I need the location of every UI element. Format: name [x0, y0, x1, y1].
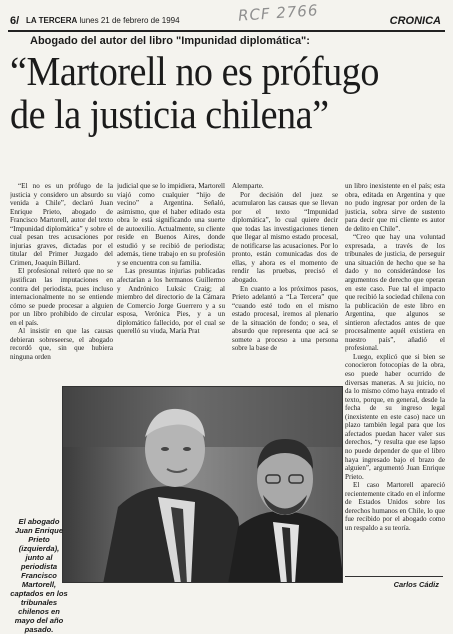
news-photo: [62, 386, 343, 583]
paragraph: “Creo que hay una voluntad expresada, a través de los tribunales de justicia, de perseguir una situación de hecho que se ha dado y no considerándose los argumentos de derecho que operan en este caso. Fue tal el impacto que recibió la sociedad chilena con la publicación de este libro en Argentina, que algunos se sintieron afectados antes de que procesalmente aquél existiera en nuestro país”, añadió el profesional.: [345, 233, 445, 353]
article-column-1: [10, 182, 113, 409]
page-number: 6/: [10, 15, 20, 27]
byline-rule: [345, 576, 443, 577]
paragraph: Alemparte.: [232, 182, 264, 190]
publication-name: LA TERCERA: [26, 16, 78, 25]
paragraph: un libro inexistente en el país; esta obra, editada en Argentina y que no pudo ingresar por orden de la justicia, sobra sirve de sustento para decir que mi cliente es autor de delito en Chile”.: [345, 182, 445, 233]
paragraph: En cuanto a los próximos pasos, Prieto adelantó a “La Tercera” que “cuando esté todo en el mismo estado procesal, iremos al plenario de la situación de fondo; o sea, el absurdo que representa que acá se somete a proceso a una persona sobre la base de: [232, 284, 338, 353]
header-rule: [8, 30, 445, 32]
archive-stamp: RCF 2766: [237, 1, 319, 25]
paragraph: Al insistir en que las causas debieran sobreseerse, el abogado recordó que, sin que hubiera ninguna orden: [10, 327, 113, 361]
paragraph: “El no es un prófugo de la justicia y considero un absurdo su venida a Chile”, declaró Juan Enrique Prieto, abogado de Francisco Martorell, autor del texto “Impunidad diplomática” y sobre el cual pesan tres acusaciones por injurias graves, dictadas por el titular del Primer Juzgado del Crimen, Joaquín Billard.: [10, 182, 113, 267]
byline: Carlos Cádiz: [393, 580, 439, 589]
paragraph: El caso Martorell apareció recientemente citado en el informe de Estados Unidos sobre los derechos humanos en Chile, lo que fue recibido por el abogado como un respaldo a su teoría.: [345, 481, 445, 532]
photo-caption: El abogado Juan Enrique Prieto (izquierda), junto al periodista Francisco Martorell, captados en los tribunales chilenos en mayo del año pasado.: [10, 517, 68, 634]
kicker: Abogado del autor del libro "Impunidad diplomática":: [30, 35, 310, 47]
headline: “Martorell no es prófugo de la justicia chilena”: [10, 48, 379, 137]
paragraph: judicial que se lo impidiera, Martorell viajó como cualquier “hijo de vecino” a Argentina. Señaló, asimismo, que el haber editado esta obra le está significando una suerte de autoexilio. Actualmente, su cliente reside en Buenos Aires, donde estudió y se recibió de periodista; además, tiene trabajo en su profesión y se encuentra con su familia.: [117, 182, 225, 267]
article-column-4: [345, 182, 445, 577]
article-column-3: [232, 182, 338, 383]
paragraph: Luego, explicó que si bien se conocieron fotocopias de la obra, eso puede haber ocurrido de diversas maneras. A su juicio, no da lo mismo cómo haya entrado el texto, porque, en general, desde la fecha de su ingreso legal (inexistente en este caso) nace un plazo también legal para que los afectados puedan hacer valer sus derechos, “y resulta que ese lapso no puede depender de que el libro haya ingresado bajo el brazo de alguien”, argumentó Juan Enrique Prieto.: [345, 352, 445, 481]
article-column-2: [117, 182, 225, 383]
publication-line: [26, 16, 180, 25]
paragraph: Por decisión del juez se acumularon las causas que se llevan por el texto “Impunidad diplomática”, lo cual quiere decir que todas las investigaciones tienen que llegar al mismo estado procesal, de notificarse las acusaciones. Por lo pronto, están comunicadas dos de ellas, y ahora es el momento de rendir las pruebas, precisó el abogado.: [232, 190, 338, 285]
section-label: CRONICA: [389, 15, 441, 27]
publication-date: lunes 21 de febrero de 1994: [79, 16, 180, 25]
paragraph: Las presuntas injurias publicadas afectarían a los hermanos Guillermo y Andrónico Luksic Craig; al miembro del directorio de la Cámara de Comercio Jorge Guerrero y a su esposa, Verónica Pies, y a un diplomático fallecido, por el cual se querelló su viuda, María Prat: [117, 267, 225, 336]
photo-illustration: [63, 387, 343, 583]
paragraph: El profesional reiteró que no se justifican las imputaciones en contra del periodista, pues incluso internacionalmente no se entiende cómo se puede procesar a alguien por un libro prohibido de circular en el país.: [10, 267, 113, 327]
